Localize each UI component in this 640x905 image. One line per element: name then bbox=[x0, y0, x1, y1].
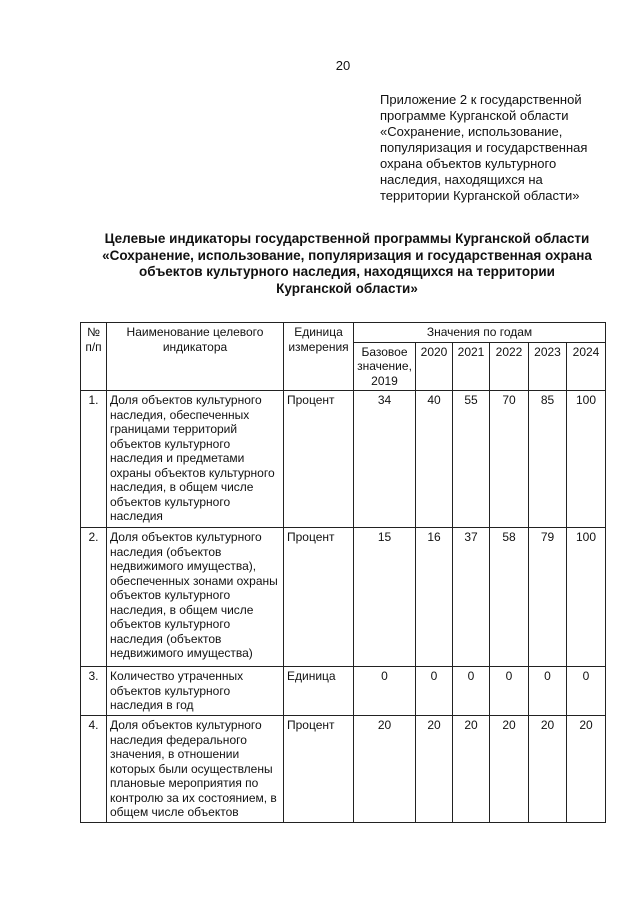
year-value: 20 bbox=[453, 716, 490, 823]
title-line: Целевые индикаторы государственной программы Курганской области bbox=[104, 231, 590, 246]
year-value: 79 bbox=[529, 528, 567, 667]
appendix-line: «Сохранение, использование, bbox=[380, 124, 563, 139]
table-row bbox=[81, 667, 606, 716]
appendix-line: охрана объектов культурного bbox=[380, 156, 557, 171]
indicators-table bbox=[80, 322, 606, 823]
row-number: 1. bbox=[81, 391, 107, 528]
year-value: 100 bbox=[567, 391, 606, 528]
base-value: 15 bbox=[354, 528, 416, 667]
document-title bbox=[82, 231, 612, 297]
base-value: 0 bbox=[354, 667, 416, 716]
base-value: 34 bbox=[354, 391, 416, 528]
header-name: Наименование целевого индикатора bbox=[107, 323, 284, 391]
indicator-unit: Процент bbox=[284, 391, 354, 528]
appendix-line: Приложение 2 к государственной bbox=[380, 92, 582, 107]
year-value: 70 bbox=[490, 391, 529, 528]
appendix-note bbox=[380, 92, 620, 204]
header-row bbox=[81, 323, 606, 343]
row-number: 3. bbox=[81, 667, 107, 716]
indicator-unit: Процент bbox=[284, 528, 354, 667]
header-year: 2022 bbox=[490, 342, 529, 391]
indicator-name: Количество утраченных объектов культурного наследия в год bbox=[107, 667, 284, 716]
row-number: 2. bbox=[81, 528, 107, 667]
indicator-name: Доля объектов культурного наследия, обеспеченных границами территорий объектов культурного наследия и предметами охраны объектов культурного наследия, в общем числе объектов культурного наследия bbox=[107, 391, 284, 528]
title-line: Курганской области» bbox=[276, 280, 418, 296]
appendix-line: территории Курганской области» bbox=[380, 188, 580, 203]
indicator-name: Доля объектов культурного наследия (объектов недвижимого имущества), обеспеченных зонами охраны объектов культурного наследия, в общем числе объектов культурного наследия (объектов недвижимого имущества) bbox=[107, 528, 284, 667]
year-value: 0 bbox=[567, 667, 606, 716]
header-base: Базовое значение, 2019 bbox=[354, 342, 416, 391]
indicator-name: Доля объектов культурного наследия федерального значения, в отношении которых были осуществлены плановые мероприятия по контролю за их состоянием, в общем числе объектов bbox=[107, 716, 284, 823]
year-value: 20 bbox=[567, 716, 606, 823]
row-number: 4. bbox=[81, 716, 107, 823]
year-value: 20 bbox=[529, 716, 567, 823]
title-line: объектов культурного наследия, находящихся на территории bbox=[139, 264, 555, 279]
appendix-line: наследия, находящихся на bbox=[380, 172, 543, 187]
year-value: 0 bbox=[416, 667, 453, 716]
year-value: 0 bbox=[529, 667, 567, 716]
year-value: 0 bbox=[453, 667, 490, 716]
year-value: 0 bbox=[490, 667, 529, 716]
appendix-line: популяризация и государственная bbox=[380, 140, 588, 155]
title-line: «Сохранение, использование, популяризация и государственная охрана bbox=[102, 247, 592, 263]
table-row bbox=[81, 528, 606, 667]
indicator-unit: Единица bbox=[284, 667, 354, 716]
page-number: 20 bbox=[335, 58, 351, 73]
header-values-group: Значения по годам bbox=[354, 323, 606, 343]
header-num: № п/п bbox=[81, 323, 107, 391]
table-row bbox=[81, 391, 606, 528]
year-value: 40 bbox=[416, 391, 453, 528]
header-year: 2023 bbox=[529, 342, 567, 391]
indicator-unit: Процент bbox=[284, 716, 354, 823]
appendix-line: программе Курганской области bbox=[380, 108, 569, 123]
year-value: 20 bbox=[416, 716, 453, 823]
year-value: 37 bbox=[453, 528, 490, 667]
base-value: 20 bbox=[354, 716, 416, 823]
header-year: 2021 bbox=[453, 342, 490, 391]
header-year: 2024 bbox=[567, 342, 606, 391]
year-value: 100 bbox=[567, 528, 606, 667]
year-value: 16 bbox=[416, 528, 453, 667]
header-unit: Единица измерения bbox=[284, 323, 354, 391]
header-year: 2020 bbox=[416, 342, 453, 391]
year-value: 85 bbox=[529, 391, 567, 528]
year-value: 55 bbox=[453, 391, 490, 528]
year-value: 58 bbox=[490, 528, 529, 667]
year-value: 20 bbox=[490, 716, 529, 823]
table-row bbox=[81, 716, 606, 823]
